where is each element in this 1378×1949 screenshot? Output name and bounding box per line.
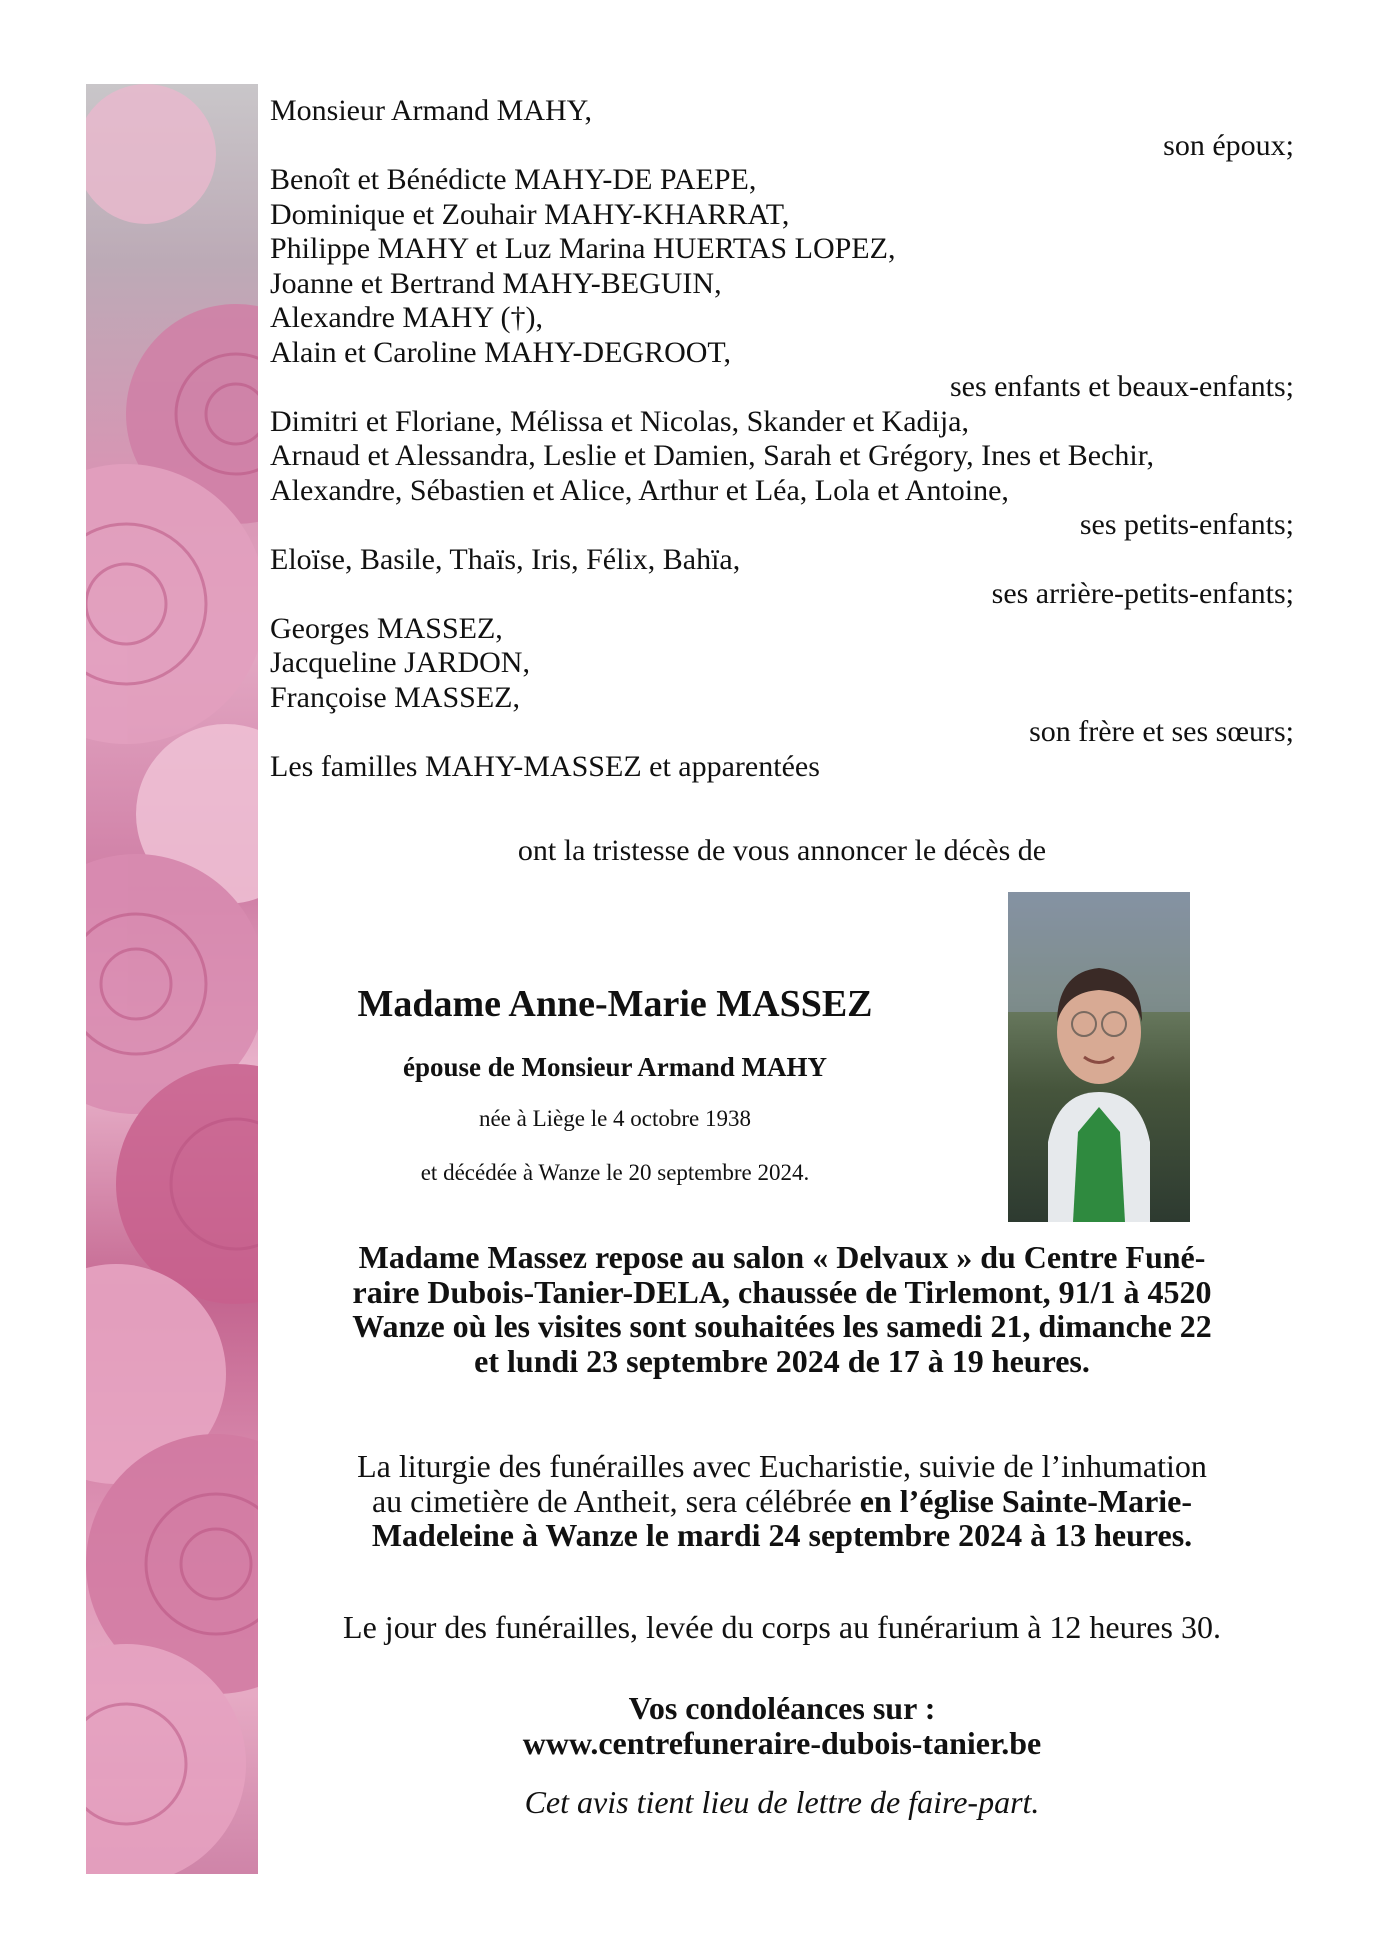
condolences-url: www.centrefuneraire-dubois-tanier.be <box>522 1724 1042 1761</box>
relation-label: son frère et ses sœurs; <box>1029 715 1294 748</box>
condolences-block <box>262 1691 1302 1760</box>
levee-line: Le jour des funérailles, levée du corps au funérarium à 12 heures 30. <box>343 1609 1221 1645</box>
family-list <box>270 94 1294 784</box>
floral-banner <box>86 84 258 1874</box>
liturgy-line: La liturgie des funérailles avec Eucharistie, suivie de l’inhumation <box>357 1448 1207 1484</box>
family-member-line: Alain et Caroline MAHY-DEGROOT, <box>270 335 732 369</box>
family-member-line: Benoît et Bénédicte MAHY-DE PAEPE, <box>270 163 757 196</box>
family-member-line: Monsieur Armand MAHY, <box>270 94 592 127</box>
visitation-paragraph <box>262 1240 1302 1378</box>
family-member-line: Arnaud et Alessandra, Leslie et Damien, Sarah et Grégory, Ines et Bechir, <box>270 439 1155 472</box>
family-member-line: Dominique et Zouhair MAHY-KHARRAT, <box>270 197 790 231</box>
liturgy-emphasis: en l’église Sainte-Marie- <box>859 1482 1193 1519</box>
family-member-line: Philippe MAHY et Luz Marina HUERTAS LOPEZ, <box>270 232 896 265</box>
visitation-line: raire Dubois-Tanier-DELA, chaussée de Tirlemont, 91/1 à 4520 <box>352 1273 1212 1310</box>
death-line: et décédée à Wanze le 20 septembre 2024. <box>420 1160 810 1185</box>
roses-illustration <box>86 84 258 1874</box>
family-member-line: Les familles MAHY-MASSEZ et apparentées <box>270 749 820 783</box>
family-member-line: Alexandre MAHY (†), <box>270 301 543 334</box>
relation-label: ses arrière-petits-enfants; <box>991 577 1294 610</box>
liturgy-paragraph <box>262 1449 1302 1553</box>
family-member-line: Joanne et Bertrand MAHY-BEGUIN, <box>270 266 722 300</box>
family-member-line: Jacqueline JARDON, <box>270 646 530 679</box>
portrait-illustration <box>1008 892 1190 1222</box>
condolences-label: Vos condoléances sur : <box>628 1690 936 1726</box>
visitation-line: Wanze où les visites sont souhaitées les samedi 21, dimanche 22 <box>352 1308 1212 1344</box>
relation-label: son époux; <box>1163 128 1294 162</box>
family-member-line: Dimitri et Floriane, Mélissa et Nicolas, Skander et Kadija, <box>270 404 969 438</box>
family-member-line: Alexandre, Sébastien et Alice, Arthur et Léa, Lola et Antoine, <box>270 473 1009 507</box>
family-member-line: Georges MASSEZ, <box>270 611 503 645</box>
portrait-photo <box>1008 892 1190 1222</box>
notice-line: Cet avis tient lieu de lettre de faire-part. <box>524 1784 1040 1820</box>
deceased-name: Madame Anne-Marie MASSEZ <box>357 983 873 1025</box>
visitation-line: et lundi 23 septembre 2024 de 17 à 19 heures. <box>474 1342 1090 1379</box>
spouse-line: épouse de Monsieur Armand MAHY <box>402 1052 827 1082</box>
birth-line: née à Liège le 4 octobre 1938 <box>478 1106 752 1131</box>
announcement: ont la tristesse de vous annoncer le décès de <box>517 834 1047 867</box>
visitation-line: Madame Massez repose au salon « Delvaux » du Centre Funé- <box>358 1239 1206 1275</box>
liturgy-line: Madeleine à Wanze le mardi 24 septembre 2024 à 13 heures. <box>371 1517 1193 1553</box>
relation-label: ses enfants et beaux-enfants; <box>949 370 1294 403</box>
relation-label: ses petits-enfants; <box>1079 508 1294 541</box>
family-member-line: Françoise MASSEZ, <box>270 680 520 714</box>
liturgy-line <box>262 1484 1302 1519</box>
liturgy-text: au cimetière de Antheit, sera célébrée <box>371 1482 860 1519</box>
family-member-line: Eloïse, Basile, Thaïs, Iris, Félix, Bahïa, <box>270 542 741 576</box>
